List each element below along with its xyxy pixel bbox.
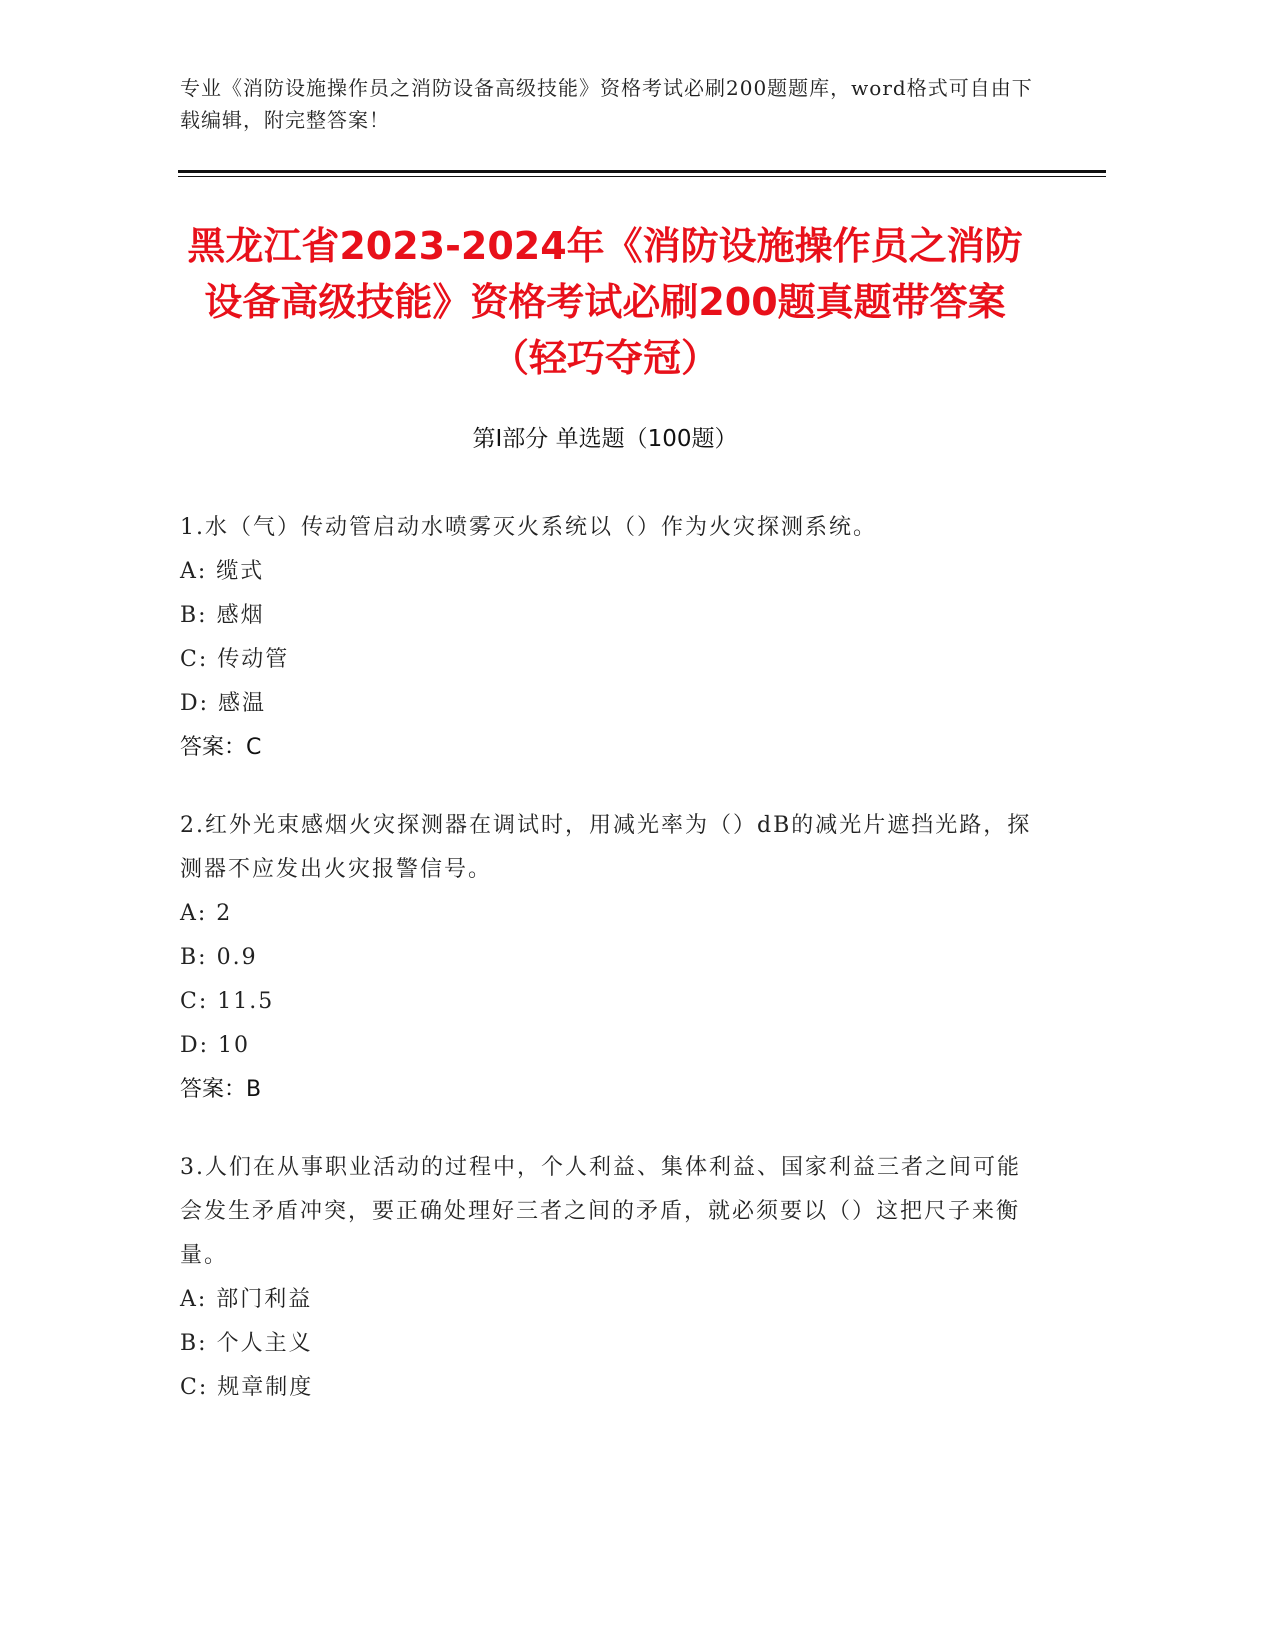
option-c: C: 11.5 [180,989,275,1014]
question-1 [180,506,1040,770]
answer: 答案：B [180,1077,262,1102]
question-stem: 1.水（气）传动管启动水喷雾灭火系统以（）作为火灾探测系统。 [180,515,877,540]
question-2 [180,804,1040,1112]
option-d: D: 感温 [180,691,267,716]
question-list [180,506,1040,1444]
answer: 答案：C [180,735,262,760]
option-a: A: 缆式 [180,559,265,584]
option-c: C: 规章制度 [180,1375,314,1400]
question-3 [180,1146,1040,1410]
option-c: C: 传动管 [180,647,290,672]
option-b: B: 0.9 [180,945,258,970]
document-title: 黑龙江省2023-2024年《消防设施操作员之消防设备高级技能》资格考试必刷200题真题带答案（轻巧夺冠） [187,224,1023,380]
option-a: A: 部门利益 [180,1287,313,1312]
header-divider-thin [178,176,1106,177]
section-title: 第Ⅰ部分 单选题（100题） [472,426,738,452]
header-divider-thick [178,170,1106,173]
question-stem: 3.人们在从事职业活动的过程中，个人利益、集体利益、国家利益三者之间可能会发生矛盾冲突，要正确处理好三者之间的矛盾，就必须要以（）这把尺子来衡量。 [180,1155,1021,1268]
option-b: B: 个人主义 [180,1331,313,1356]
option-a: A: 2 [180,901,233,926]
option-d: D: 10 [180,1033,251,1058]
question-stem: 2.红外光束感烟火灾探测器在调试时，用减光率为（）dB的减光片遮挡光路，探测器不应发出火灾报警信号。 [180,813,1032,882]
header-note: 专业《消防设施操作员之消防设备高级技能》资格考试必刷200题题库，word格式可自由下载编辑，附完整答案！ [180,76,1033,132]
option-b: B: 感烟 [180,603,265,628]
